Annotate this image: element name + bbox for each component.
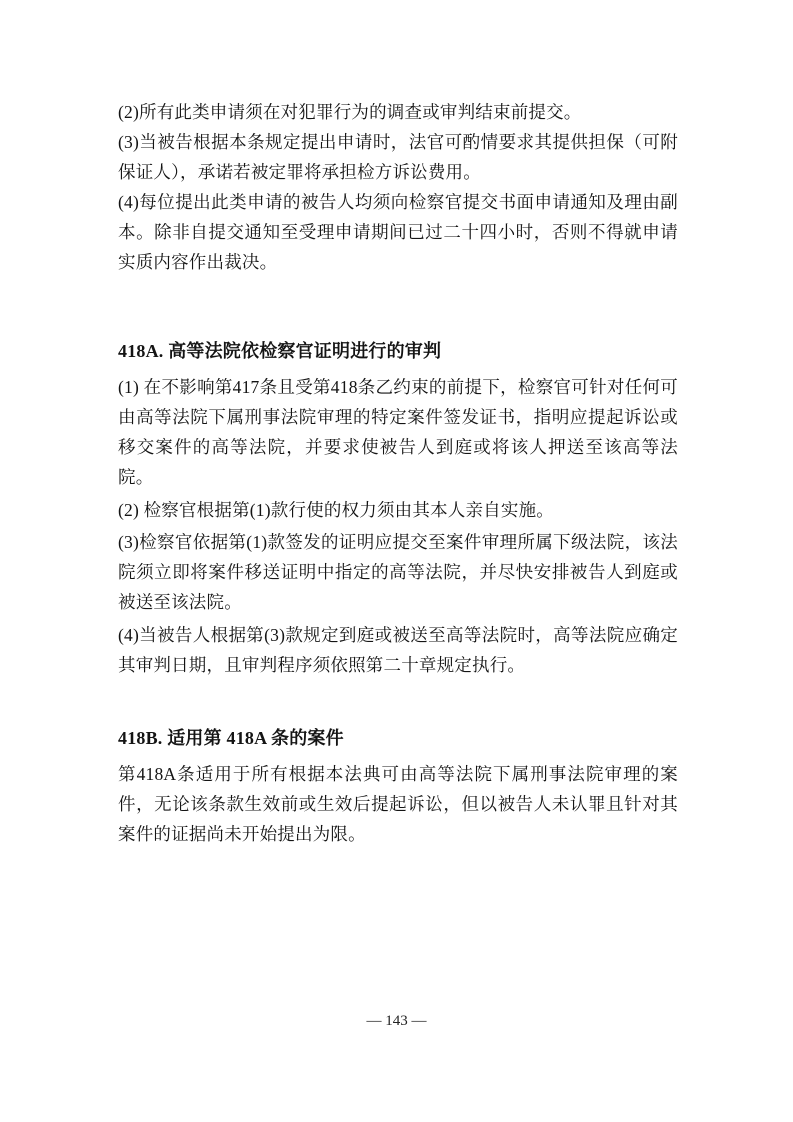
page-number: — 143 — (366, 1013, 427, 1029)
section-heading-418a: 418A. 高等法院依检察官证明进行的审判 (118, 341, 442, 361)
paragraph-3: (3)当被告根据本条规定提出申请时，法官可酌情要求其提供担保（可附保证人），承诺若被定罪将承担检方诉讼费用。 (118, 132, 678, 182)
paragraph-418b-1: 第418A条适用于所有根据本法典可由高等法院下属刑事法院审理的案件，无论该条款生效前或生效后提起诉讼，但以被告人未认罪且针对其案件的证据尚未开始提出为限。 (118, 764, 678, 844)
paragraph-418a-4: (4)当被告人根据第(3)款规定到庭或被送至高等法院时，高等法院应确定其审判日期，且审判程序须依照第二十章规定执行。 (118, 625, 678, 675)
paragraph-2: (2)所有此类申请须在对犯罪行为的调查或审判结束前提交。 (118, 102, 582, 122)
paragraph-418a-3: (3)检察官依据第(1)款签发的证明应提交至案件审理所属下级法院，该法院须立即将案件移送证明中指定的高等法院，并尽快安排被告人到庭或被送至该法院。 (118, 532, 678, 612)
paragraph-418a-1: (1) 在不影响第417条且受第418条乙约束的前提下，检察官可针对任何可由高等法院下属刑事法院审理的特定案件签发证书，指明应提起诉讼或移交案件的高等法院，并要求使被告人到庭或将该人押送至该高等法院。 (118, 377, 678, 487)
paragraph-4: (4)每位提出此类申请的被告人均须向检察官提交书面申请通知及理由副本。除非自提交通知至受理申请期间已过二十四小时，否则不得就申请实质内容作出裁决。 (118, 192, 678, 272)
paragraph-418a-2: (2) 检察官根据第(1)款行使的权力须由其本人亲自实施。 (118, 500, 554, 520)
content-area (118, 97, 678, 849)
section-heading-418b: 418B. 适用第 418A 条的案件 (118, 728, 344, 748)
